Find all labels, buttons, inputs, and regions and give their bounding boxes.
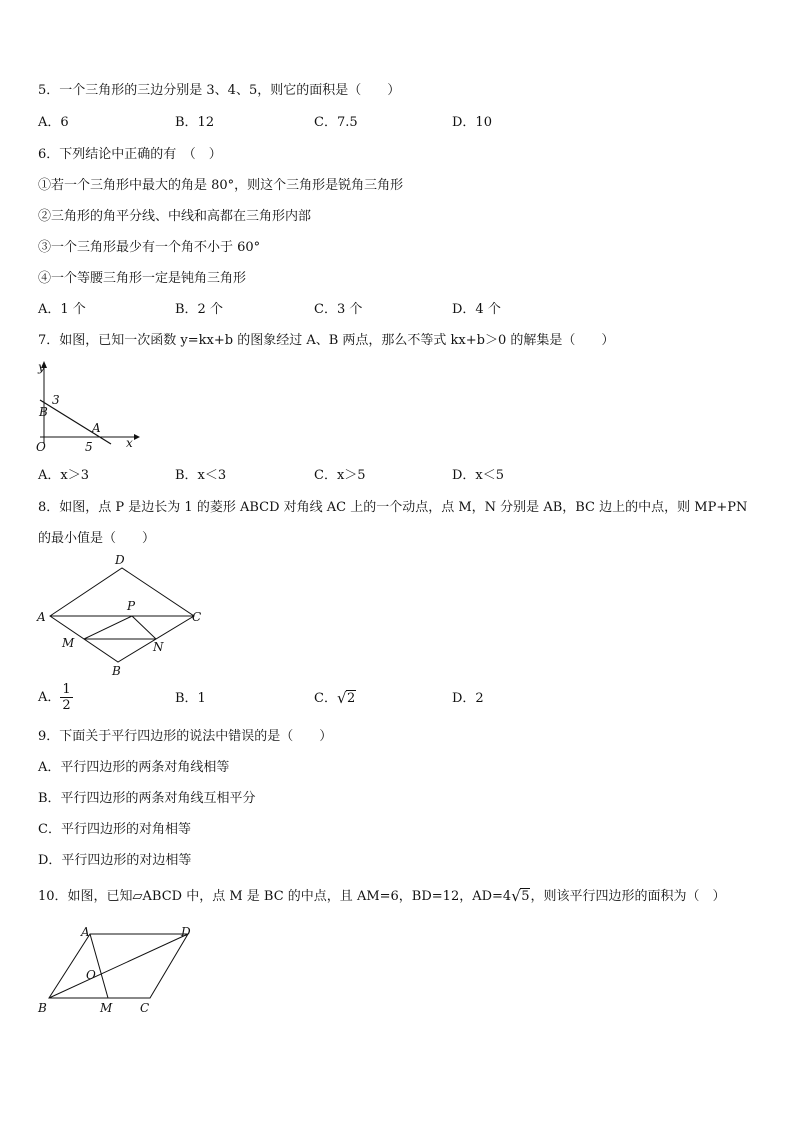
segment-pn: [132, 616, 156, 639]
q6-statement-4: ④一个等腰三角形一定是钝角三角形: [38, 271, 247, 286]
label-3: 3: [52, 393, 60, 407]
q6-option-d[interactable]: D．4 个: [452, 302, 501, 317]
fraction-denominator: 2: [62, 698, 71, 713]
q10-figure: [30, 918, 205, 1020]
label-m: M: [100, 1001, 113, 1015]
q7-stem: 7．如图，已知一次函数 y=kx+b 的图象经过 A、B 两点，那么不等式 kx+b＞0 的解集是（ ）: [38, 333, 615, 348]
x-axis-arrow: [134, 434, 140, 440]
q8-stem-line2: 的最小值是（ ）: [38, 531, 156, 546]
q5-option-b[interactable]: B．12: [175, 115, 215, 130]
q9-option-c[interactable]: C．平行四边形的对角相等: [38, 822, 191, 837]
q9-option-d[interactable]: D．平行四边形的对边相等: [38, 853, 192, 868]
q10-stem-part1: 10．如图，已知▱ABCD 中，点 M 是 BC 的中点，且 AM=6，BD=12，AD=4: [38, 889, 512, 904]
radicand: 2: [346, 691, 356, 706]
label-a: A: [81, 925, 90, 939]
label-b: B: [38, 1001, 47, 1015]
q7-figure: [30, 358, 140, 456]
q6-option-b[interactable]: B．2 个: [175, 302, 223, 317]
q5-stem: 5．一个三角形的三边分别是 3、4、5，则它的面积是（ ）: [38, 83, 401, 98]
q6-statement-2: ②三角形的角平分线、中线和高都在三角形内部: [38, 209, 312, 224]
fraction-numerator: 1: [62, 682, 71, 697]
q7-option-c[interactable]: C．x＞5: [314, 468, 366, 483]
q6-option-c[interactable]: C．3 个: [314, 302, 363, 317]
label-b: B: [39, 405, 48, 419]
q8-option-a-prefix: A．: [38, 690, 61, 705]
label-a: A: [37, 610, 46, 624]
q10-stem-part2: ，则该平行四边形的面积为（ ）: [530, 889, 726, 904]
sqrt-expression: [337, 690, 356, 708]
label-c: C: [192, 610, 202, 624]
label-d: D: [115, 553, 125, 567]
label-c: C: [140, 1001, 150, 1015]
label-y: y: [38, 360, 45, 374]
label-5: 5: [85, 440, 93, 454]
q8-option-c-prefix: C．: [314, 691, 337, 706]
q5-option-a[interactable]: A．6: [38, 115, 69, 130]
q6-stem: 6．下列结论中正确的有 （ ）: [38, 147, 222, 162]
q5-option-d[interactable]: D．10: [452, 115, 492, 130]
q8-stem-line1: 8．如图，点 P 是边长为 1 的菱形 ABCD 对角线 AC 上的一个动点，点 M，N 分别是 AB，BC 边上的中点，则 MP+PN: [38, 500, 748, 515]
q6-statement-3: ③一个三角形最少有一个角不小于 60°: [38, 240, 261, 255]
q8-option-c[interactable]: [314, 690, 356, 708]
q9-option-b[interactable]: B．平行四边形的两条对角线互相平分: [38, 791, 256, 806]
segment-am: [90, 934, 108, 998]
label-n: N: [153, 640, 164, 654]
q8-option-b[interactable]: B．1: [175, 691, 206, 706]
label-p: P: [127, 599, 136, 613]
radicand: 5: [521, 889, 530, 904]
label-b: B: [112, 664, 121, 678]
q10-stem: [38, 888, 725, 906]
label-m: M: [62, 636, 75, 650]
label-o: O: [86, 968, 96, 982]
q8-option-d[interactable]: D．2: [452, 691, 484, 706]
label-x: x: [126, 436, 133, 450]
label-d: D: [181, 925, 191, 939]
q7-option-a[interactable]: A．x＞3: [38, 468, 89, 483]
q7-option-d[interactable]: D．x＜5: [452, 468, 505, 483]
q5-option-c[interactable]: C．7.5: [314, 115, 358, 130]
q9-option-a[interactable]: A．平行四边形的两条对角线相等: [38, 760, 230, 775]
sqrt-expression: [511, 888, 530, 906]
radical-sign-icon: √: [511, 887, 521, 905]
fraction-one-half: [60, 682, 72, 713]
q6-statement-1: ①若一个三角形中最大的角是 80°，则这个三角形是锐角三角形: [38, 178, 404, 193]
q6-option-a[interactable]: A．1 个: [38, 302, 86, 317]
segment-mp: [84, 616, 132, 639]
label-o: O: [36, 440, 46, 454]
label-a: A: [92, 421, 101, 435]
q8-figure: [32, 550, 212, 680]
q8-option-a[interactable]: [38, 682, 73, 713]
q7-option-b[interactable]: B．x＜3: [175, 468, 227, 483]
q9-stem: 9．下面关于平行四边形的说法中错误的是（ ）: [38, 729, 333, 744]
radical-sign-icon: √: [336, 689, 347, 707]
